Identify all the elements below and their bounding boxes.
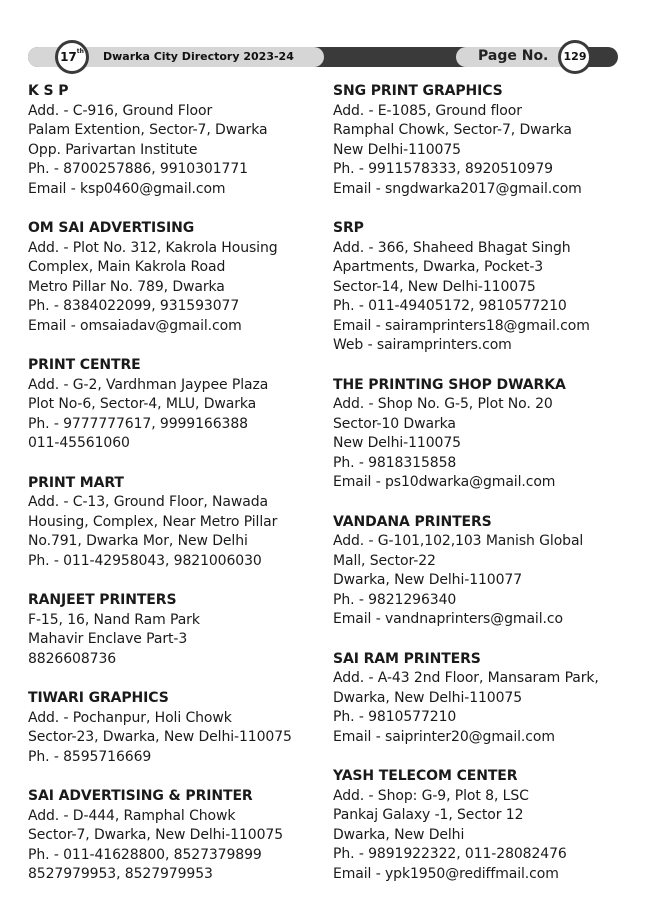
listing-phone: Ph. - 8595716669 [28, 748, 152, 765]
listing-line: Dwarka, New Delhi-110077 [333, 572, 523, 588]
listing-line: Add. - Shop: G-9, Plot 8, LSC [333, 787, 529, 804]
page-label: Page No. [478, 48, 549, 64]
listing-website: Web - sairamprinters.com [333, 337, 512, 353]
listing-email: Email - omsaiadav@gmail.com [28, 317, 242, 334]
listing-entry [333, 376, 633, 493]
listing-line: New Delhi-110075 [333, 435, 461, 451]
listing-line: Dwarka, New Delhi [333, 826, 465, 843]
listing-line: Plot No-6, Sector-4, MLU, Dwarka [28, 396, 257, 412]
listing-entry [28, 219, 324, 336]
listing-entry [28, 474, 324, 572]
edition-badge [55, 40, 89, 74]
listing-phone: Ph. - 8700257886, 9910301771 [28, 161, 248, 177]
listing-name: PRINT CENTRE [28, 357, 141, 373]
listing-line: Sector-7, Dwarka, New Delhi-110075 [28, 827, 284, 843]
edition-number: 17 [60, 50, 77, 64]
listing-phone: Ph. - 011-49405172, 9810577210 [333, 298, 567, 314]
listing-line: Add. - Shop No. G-5, Plot No. 20 [333, 396, 553, 412]
listing-line: Add. - Pochanpur, Holi Chowk [28, 709, 232, 726]
listing-entry [333, 767, 633, 884]
listing-email: Email - sairamprinters18@gmail.com [333, 317, 590, 334]
listing-email: Email - vandnaprinters@gmail.co [333, 611, 563, 627]
listing-line: Add. - E-1085, Ground floor [333, 102, 522, 119]
left-column [28, 82, 324, 905]
listing-entry [333, 219, 633, 356]
listing-line: Add. - G-2, Vardhman Jaypee Plaza [28, 376, 269, 393]
edition-suffix: th [76, 48, 84, 55]
listing-line: Metro Pillar No. 789, Dwarka [28, 278, 225, 295]
listing-email: Email - sngdwarka2017@gmail.com [333, 180, 582, 197]
listing-line: Mall, Sector-22 [333, 552, 436, 569]
listing-line: Housing, Complex, Near Metro Pillar [28, 513, 278, 530]
listing-email: Email - saiprinter20@gmail.com [333, 728, 555, 745]
listing-name: YASH TELECOM CENTER [333, 768, 518, 784]
listing-phone: 011-45561060 [28, 435, 130, 451]
listing-line: Ramphal Chowk, Sector-7, Dwarka [333, 122, 572, 138]
listing-phone: Ph. - 9891922322, 011-28082476 [333, 846, 567, 862]
listing-phone: Ph. - 9810577210 [333, 709, 457, 725]
listing-line: Sector-14, New Delhi-110075 [333, 278, 536, 295]
listing-phone: Ph. - 011-42958043, 9821006030 [28, 552, 262, 569]
listing-line: Sector-23, Dwarka, New Delhi-110075 [28, 729, 292, 745]
listing-name: SAI RAM PRINTERS [333, 650, 481, 667]
listing-phone: 8826608736 [28, 650, 117, 667]
listing-entry [28, 82, 324, 199]
listing-entry [28, 689, 324, 767]
listing-name: SRP [333, 220, 364, 236]
listing-line: Add. - C-916, Ground Floor [28, 102, 213, 119]
page-header [0, 0, 650, 80]
listing-line: Mahavir Enclave Part-3 [28, 631, 188, 647]
listing-phone: 8527979953, 8527979953 [28, 866, 213, 882]
listing-entry [28, 787, 324, 885]
listing-name: TIWARI GRAPHICS [28, 690, 169, 706]
listing-email: Email - ypk1950@rediffmail.com [333, 865, 559, 882]
listing-name: THE PRINTING SHOP DWARKA [333, 376, 566, 393]
right-column [333, 82, 633, 904]
listing-entry [28, 356, 324, 454]
listing-line: No.791, Dwarka Mor, New Delhi [28, 533, 248, 549]
listing-line: Dwarka, New Delhi-110075 [333, 689, 523, 706]
listing-entry [333, 82, 633, 199]
listing-name: OM SAI ADVERTISING [28, 220, 195, 236]
listing-name: PRINT MART [28, 474, 124, 491]
listing-phone: Ph. - 9821296340 [333, 591, 457, 608]
listing-line: New Delhi-110075 [333, 141, 461, 158]
listing-entry [333, 650, 633, 748]
listing-name: VANDANA PRINTERS [333, 513, 492, 530]
listing-line: Opp. Parivartan Institute [28, 141, 198, 158]
listing-phone: Ph. - 011-41628800, 8527379899 [28, 846, 262, 863]
listing-line: Add. - D-444, Ramphal Chowk [28, 807, 236, 824]
listing-line: Add. - Plot No. 312, Kakrola Housing [28, 239, 278, 256]
listing-line: Sector-10 Dwarka [333, 415, 456, 432]
listing-phone: Ph. - 9818315858 [333, 454, 457, 471]
listing-phone: Ph. - 9777777617, 9999166388 [28, 415, 248, 432]
listing-email: Email - ksp0460@gmail.com [28, 180, 226, 197]
listing-line: Complex, Main Kakrola Road [28, 259, 226, 275]
listing-line: Add. - G-101,102,103 Manish Global [333, 533, 584, 549]
directory-title: Dwarka City Directory 2023-24 [103, 50, 294, 63]
listing-phone: Ph. - 8384022099, 931593077 [28, 298, 240, 314]
listing-entry [28, 591, 324, 669]
page-number-badge [558, 40, 592, 74]
listing-name: RANJEET PRINTERS [28, 592, 177, 608]
listing-name: SNG PRINT GRAPHICS [333, 83, 503, 99]
listing-entry [333, 513, 633, 630]
page-number: 129 [563, 50, 587, 63]
listing-line: Add. - C-13, Ground Floor, Nawada [28, 494, 268, 510]
listing-line: Apartments, Dwarka, Pocket-3 [333, 259, 544, 275]
listing-line: Add. - A-43 2nd Floor, Mansaram Park, [333, 670, 599, 686]
listing-line: Palam Extention, Sector-7, Dwarka [28, 122, 268, 138]
listing-name: SAI ADVERTISING & PRINTER [28, 788, 253, 804]
listing-email: Email - ps10dwarka@gmail.com [333, 474, 556, 490]
listing-name: K S P [28, 83, 69, 99]
listing-line: F-15, 16, Nand Ram Park [28, 611, 200, 628]
listing-line: Add. - 366, Shaheed Bhagat Singh [333, 239, 571, 256]
listing-phone: Ph. - 9911578333, 8920510979 [333, 161, 553, 177]
listing-line: Pankaj Galaxy -1, Sector 12 [333, 807, 524, 823]
